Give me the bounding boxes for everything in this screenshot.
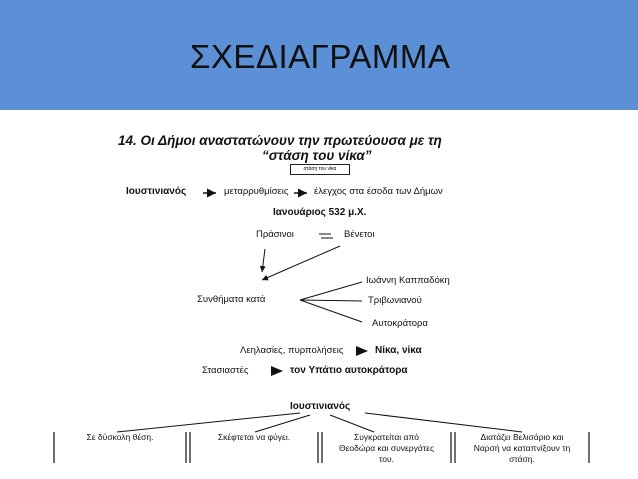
faction-left: Πράσινοι	[256, 229, 294, 240]
rebels-choice: τον Υπάτιο αυτοκράτορα	[290, 365, 408, 376]
outcome-line: Σκέφτεται να φύγει.	[217, 432, 291, 442]
triangle-arrow-icon	[271, 366, 283, 376]
faction-arrow-left	[262, 249, 265, 272]
triangle-arrow-icon	[356, 346, 368, 356]
diagram-heading-line2: “στάση του νίκα”	[262, 148, 372, 163]
branch-line	[117, 413, 300, 432]
date-label: Ιανουάριος 532 μ.Χ.	[273, 207, 367, 218]
outcome-box-2	[192, 432, 316, 470]
row1-subject: Ιουστινιανός	[126, 186, 187, 197]
outcome-line: στάση.	[509, 454, 535, 464]
outcome-line: του.	[379, 454, 394, 464]
row1-action: μεταρρυθμίσεις	[224, 186, 289, 197]
outcome-line: Διατάζει Βελισάριο και	[480, 432, 564, 442]
outcome-line: Θεοδώρα και συνεργάτες	[338, 443, 435, 453]
branch-line	[300, 300, 362, 322]
outcome-line: Συγκρατείται από	[353, 432, 420, 442]
branch-line	[365, 413, 522, 432]
outcome-box-1	[56, 432, 184, 470]
slogan-target: Τριβωνιανού	[368, 295, 422, 306]
branch-line	[300, 300, 362, 301]
branch-line	[300, 282, 362, 300]
slogans-label: Συνθήματα κατά	[197, 294, 266, 305]
exchange-arrows-icon	[319, 234, 333, 238]
diagram-heading-line1: 14. Οι Δήμοι αναστατώνουν την πρωτεύουσα με τη	[118, 133, 442, 148]
row1-result: έλεγχος στα έσοδα των Δήμων	[314, 186, 443, 197]
slogan-target: Ιωάννη Καππαδόκη	[366, 275, 450, 286]
small-caption-box: στάση του νίκα	[290, 164, 350, 175]
riots-cry: Νίκα, νίκα	[375, 345, 422, 356]
outcome-line: Σε δύσκολη θέση.	[86, 432, 154, 442]
faction-right: Βένετοι	[344, 229, 375, 240]
faction-arrow-right	[262, 246, 340, 280]
branch-line	[255, 415, 310, 432]
riots-label: Λεηλασίες, πυρπολήσεις	[240, 345, 344, 356]
slide-title: ΣΧΕΔΙΑΓΡΑΜΜΑ	[190, 38, 451, 75]
emperor-label: Ιουστινιανός	[290, 401, 351, 412]
outcome-line: Ναρσή να καταπνίξουν τη	[473, 443, 571, 453]
rebels-label: Στασιαστές	[202, 365, 249, 376]
slogan-target: Αυτοκράτορα	[372, 318, 428, 329]
branch-line	[330, 415, 374, 432]
outcome-box-4	[457, 432, 587, 470]
outcome-box-3	[324, 432, 449, 470]
